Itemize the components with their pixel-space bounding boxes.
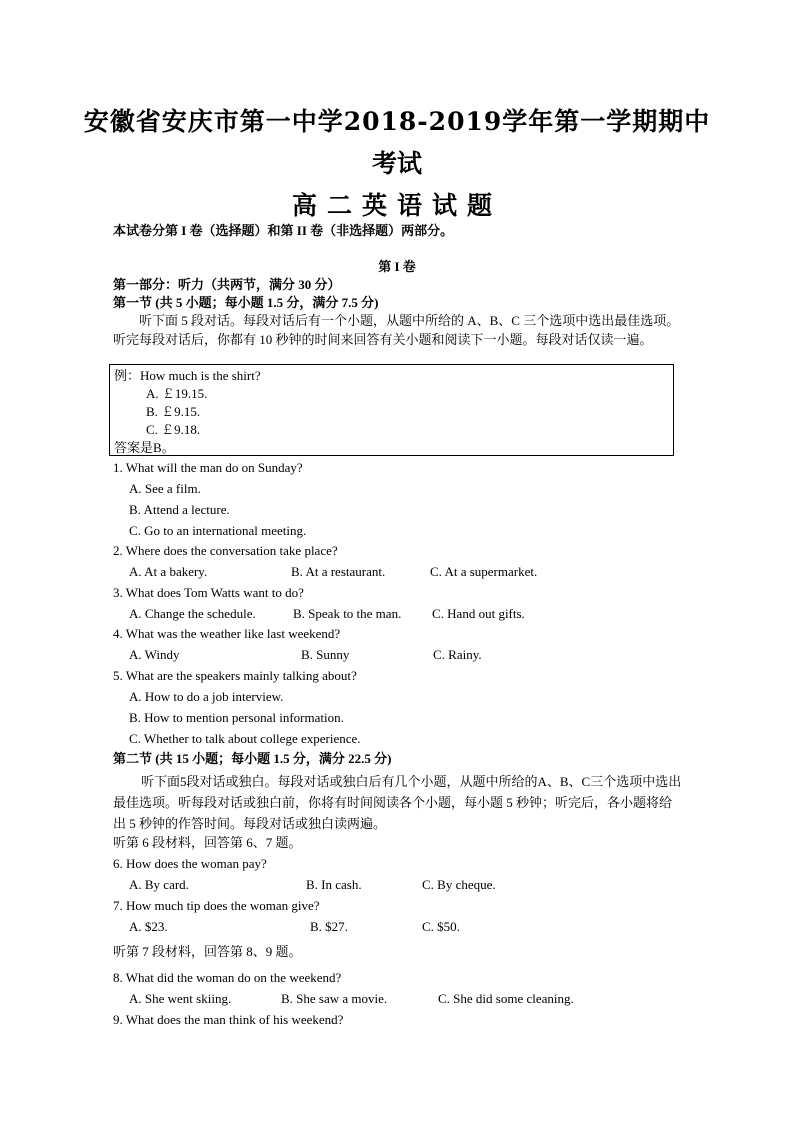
q3-option-a: A. Change the schedule. bbox=[129, 606, 256, 621]
question-9: 9. What does the man think of his weekend? bbox=[113, 1012, 344, 1027]
exam-subject-title: 高二英语试题 bbox=[291, 191, 502, 220]
q5-option-c: C. Whether to talk about college experience. bbox=[129, 731, 361, 746]
example-question: 例：How much is the shirt? bbox=[114, 368, 261, 383]
q5-option-b: B. How to mention personal information. bbox=[129, 710, 344, 725]
q8-option-a: A. She went skiing. bbox=[129, 991, 232, 1006]
example-answer: 答案是B。 bbox=[114, 440, 175, 455]
q2-option-a: A. At a bakery. bbox=[129, 564, 208, 579]
question-1: 1. What will the man do on Sunday? bbox=[113, 460, 303, 475]
section1-instructions: 听下面 5 段对话。每段对话后有一个小题，从题中所给的 A、B、C 三个选项中选出最佳选项。听完每段对话后，你都有 10 秒钟的时间来回答有关小题和阅读下一小题。每段对话仅读一遍。 bbox=[113, 313, 680, 347]
q6-option-a: A. By card. bbox=[129, 877, 189, 892]
question-5: 5. What are the speakers mainly talking about? bbox=[113, 668, 357, 683]
exam-title-line2: 考试 bbox=[371, 149, 422, 178]
question-3: 3. What does Tom Watts want to do? bbox=[113, 585, 304, 600]
q4-option-b: B. Sunny bbox=[301, 647, 350, 662]
question-6: 6. How does the woman pay? bbox=[113, 856, 267, 871]
q8-option-b: B. She saw a movie. bbox=[281, 991, 388, 1006]
section2-heading: 第二节 (共 15 小题；每小题 1.5 分，满分 22.5 分) bbox=[113, 751, 392, 766]
material-6-instruction: 听第 6 段材料，回答第 6、7 题。 bbox=[113, 835, 302, 850]
question-8: 8. What did the woman do on the weekend? bbox=[113, 970, 342, 985]
q7-option-a: A. $23. bbox=[129, 919, 168, 934]
q3-option-c: C. Hand out gifts. bbox=[432, 606, 525, 621]
q2-option-b: B. At a restaurant. bbox=[291, 564, 386, 579]
material-7-instruction: 听第 7 段材料，回答第 8、9 题。 bbox=[113, 944, 302, 959]
section2-instructions: 听下面5段对话或独白。每段对话或独白后有几个小题，从题中所给的A、B、C三个选项中选出最佳选项。听每段对话或独白前，你将有时间阅读各个小题，每小题 5 秒钟；听完后，各小题将给出 5 秒钟的作答时间。每段对话或独白读两遍。 bbox=[113, 774, 682, 831]
section1-heading: 第一节 (共 5 小题；每小题 1.5 分，满分 7.5 分) bbox=[113, 295, 379, 310]
q7-option-c: C. $50. bbox=[422, 919, 460, 934]
example-box bbox=[109, 364, 674, 456]
q5-option-a: A. How to do a job interview. bbox=[129, 689, 284, 704]
q7-option-b: B. $27. bbox=[310, 919, 348, 934]
question-7: 7. How much tip does the woman give? bbox=[113, 898, 320, 913]
exam-title-line1: 安徽省安庆市第一中学2018-2019学年第一学期期中 bbox=[83, 107, 711, 136]
question-4: 4. What was the weather like last weekend? bbox=[113, 626, 341, 641]
q4-option-c: C. Rainy. bbox=[433, 647, 482, 662]
example-option-c: C. ￡9.18. bbox=[146, 422, 201, 437]
volume-heading: 第 I 卷 bbox=[378, 259, 416, 274]
q1-option-b: B. Attend a lecture. bbox=[129, 502, 230, 517]
exam-intro: 本试卷分第 I 卷（选择题）和第 II 卷（非选择题）两部分。 bbox=[113, 223, 454, 238]
q6-option-c: C. By cheque. bbox=[422, 877, 496, 892]
part1-heading: 第一部分：听力（共两节，满分 30 分） bbox=[113, 277, 341, 292]
q8-option-c: C. She did some cleaning. bbox=[438, 991, 574, 1006]
q2-option-c: C. At a supermarket. bbox=[430, 564, 538, 579]
example-option-a: A. ￡19.15. bbox=[146, 386, 208, 401]
example-option-b: B. ￡9.15. bbox=[146, 404, 201, 419]
question-2: 2. Where does the conversation take place? bbox=[113, 543, 338, 558]
q3-option-b: B. Speak to the man. bbox=[293, 606, 402, 621]
q4-option-a: A. Windy bbox=[129, 647, 180, 662]
q6-option-b: B. In cash. bbox=[306, 877, 362, 892]
q1-option-c: C. Go to an international meeting. bbox=[129, 523, 307, 538]
q1-option-a: A. See a film. bbox=[129, 481, 201, 496]
